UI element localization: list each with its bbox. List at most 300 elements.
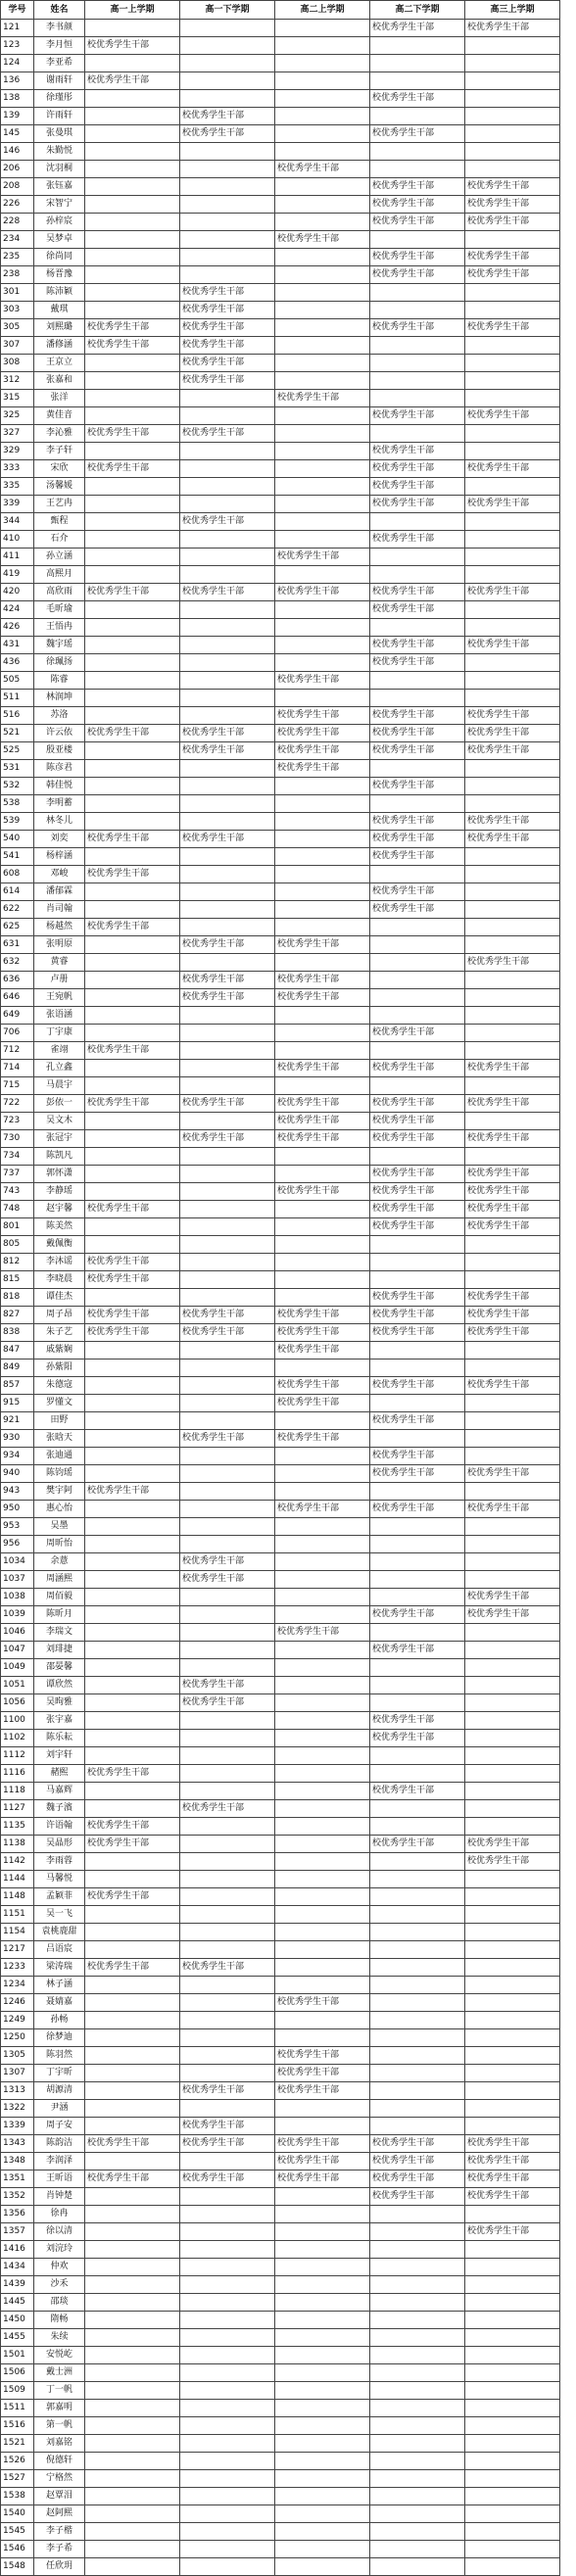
g3-term1-cell: 校优秀学生干部: [465, 1324, 560, 1342]
g2-term1-cell: [275, 1659, 370, 1677]
header-row: [1, 1, 560, 20]
name-cell: 许雨轩: [34, 108, 85, 125]
g3-term1-cell: [465, 778, 560, 795]
name-cell: 戴琪: [34, 302, 85, 319]
g3-term1-cell: 校优秀学生干部: [465, 725, 560, 742]
table-row: [1, 2135, 560, 2153]
table-row: [1, 1289, 560, 1307]
table-row: [1, 2505, 560, 2523]
student-id-cell: 532: [1, 778, 34, 795]
g3-term1-cell: [465, 372, 560, 390]
name-cell: 潘郁霖: [34, 883, 85, 901]
student-id-cell: 847: [1, 1342, 34, 1360]
g1-term1-cell: [85, 513, 180, 531]
g3-term1-cell: [465, 443, 560, 460]
g2-term1-cell: [275, 1412, 370, 1430]
student-id-cell: 419: [1, 566, 34, 584]
table-row: [1, 601, 560, 619]
g2-term1-cell: 校优秀学生干部: [275, 972, 370, 989]
g2-term2-cell: [370, 2435, 465, 2453]
g1-term2-cell: [180, 2470, 275, 2488]
g1-term1-cell: [85, 1130, 180, 1148]
g2-term2-cell: [370, 1536, 465, 1553]
name-cell: 赵覃泪: [34, 2488, 85, 2505]
g1-term2-cell: [180, 2012, 275, 2029]
g1-term2-cell: [180, 143, 275, 161]
name-cell: 甄程: [34, 513, 85, 531]
g2-term1-cell: [275, 478, 370, 496]
g2-term1-cell: [275, 72, 370, 90]
g1-term2-cell: [180, 1077, 275, 1095]
student-id-cell: 1352: [1, 2188, 34, 2206]
g3-term1-cell: [465, 1659, 560, 1677]
g3-term1-cell: [465, 55, 560, 72]
g1-term2-cell: [180, 2523, 275, 2541]
g1-term1-cell: [85, 1553, 180, 1571]
g1-term2-cell: [180, 1254, 275, 1271]
g1-term2-cell: [180, 1218, 275, 1236]
name-cell: 吴梦卓: [34, 231, 85, 249]
g1-term2-cell: [180, 619, 275, 637]
student-id-cell: 305: [1, 319, 34, 337]
table-row: [1, 1430, 560, 1448]
g1-term1-cell: [85, 1430, 180, 1448]
g2-term2-cell: [370, 760, 465, 778]
student-id-cell: 1439: [1, 2276, 34, 2294]
g2-term1-cell: [275, 1712, 370, 1730]
g2-term1-cell: [275, 37, 370, 55]
student-id-cell: 505: [1, 672, 34, 690]
table-row: [1, 2047, 560, 2065]
student-id-cell: 812: [1, 1254, 34, 1271]
g1-term1-cell: 校优秀学生干部: [85, 1765, 180, 1783]
g1-term1-cell: [85, 2364, 180, 2382]
student-id-cell: 1445: [1, 2294, 34, 2312]
student-id-cell: 1501: [1, 2347, 34, 2364]
g3-term1-cell: 校优秀学生干部: [465, 742, 560, 760]
g2-term1-cell: [275, 178, 370, 196]
table-row: [1, 337, 560, 355]
table-row: [1, 866, 560, 883]
student-id-cell: 301: [1, 284, 34, 302]
table-row: [1, 1924, 560, 1941]
g1-term1-cell: [85, 2400, 180, 2417]
g1-term2-cell: [180, 1642, 275, 1659]
student-id-cell: 1249: [1, 2012, 34, 2029]
g1-term1-cell: [85, 1571, 180, 1589]
g2-term1-cell: [275, 813, 370, 831]
g2-term2-cell: [370, 1800, 465, 1818]
g3-term1-cell: [465, 478, 560, 496]
g2-term2-cell: [370, 1553, 465, 1571]
header-g2-term2: 高二下学期: [370, 1, 465, 20]
g1-term2-cell: [180, 196, 275, 214]
g3-term1-cell: 校优秀学生干部: [465, 20, 560, 37]
name-cell: 张曼琪: [34, 125, 85, 143]
g1-term2-cell: [180, 2188, 275, 2206]
g1-term1-cell: [85, 178, 180, 196]
name-cell: 刘奕: [34, 831, 85, 848]
g3-term1-cell: [465, 2082, 560, 2100]
table-row: [1, 2364, 560, 2382]
g1-term2-cell: [180, 407, 275, 425]
g3-term1-cell: [465, 1888, 560, 1906]
g2-term1-cell: [275, 1360, 370, 1377]
g1-term1-cell: 校优秀学生干部: [85, 919, 180, 936]
g3-term1-cell: [465, 2294, 560, 2312]
g2-term2-cell: [370, 37, 465, 55]
g3-term1-cell: [465, 284, 560, 302]
student-id-cell: 921: [1, 1412, 34, 1430]
header-student-id: 学号: [1, 1, 34, 20]
g1-term1-cell: [85, 1906, 180, 1924]
g3-term1-cell: 校优秀学生干部: [465, 831, 560, 848]
table-row: [1, 2082, 560, 2100]
g2-term1-cell: [275, 355, 370, 372]
g3-term1-cell: [465, 672, 560, 690]
student-id-cell: 1148: [1, 1888, 34, 1906]
g1-term2-cell: [180, 2364, 275, 2382]
name-cell: 陈乐耘: [34, 1730, 85, 1747]
g1-term1-cell: [85, 2259, 180, 2276]
g2-term2-cell: [370, 1042, 465, 1060]
g2-term2-cell: [370, 2206, 465, 2223]
g2-term1-cell: [275, 425, 370, 443]
g2-term2-cell: 校优秀学生干部: [370, 1289, 465, 1307]
table-row: [1, 672, 560, 690]
g1-term2-cell: [180, 20, 275, 37]
name-cell: 魏子濱: [34, 1800, 85, 1818]
g1-term2-cell: [180, 2100, 275, 2118]
g3-term1-cell: [465, 690, 560, 707]
g2-term1-cell: [275, 337, 370, 355]
g1-term1-cell: [85, 1941, 180, 1959]
g2-term2-cell: 校优秀学生干部: [370, 1642, 465, 1659]
name-cell: 隋畅: [34, 2312, 85, 2329]
name-cell: 张迪通: [34, 1448, 85, 1465]
student-id-cell: 930: [1, 1430, 34, 1448]
g3-term1-cell: [465, 1783, 560, 1800]
g1-term1-cell: [85, 249, 180, 266]
name-cell: 赵阿熙: [34, 2505, 85, 2523]
g1-term2-cell: [180, 2065, 275, 2082]
student-id-cell: 516: [1, 707, 34, 725]
g2-term1-cell: 校优秀学生干部: [275, 2065, 370, 2082]
table-row: [1, 795, 560, 813]
table-row: [1, 2470, 560, 2488]
g3-term1-cell: 校优秀学生干部: [465, 1606, 560, 1624]
table-row: [1, 1994, 560, 2012]
g2-term2-cell: 校优秀学生干部: [370, 813, 465, 831]
name-cell: 徐梦迪: [34, 2029, 85, 2047]
student-id-cell: 1343: [1, 2135, 34, 2153]
g1-term2-cell: 校优秀学生干部: [180, 989, 275, 1007]
g1-term2-cell: [180, 2347, 275, 2364]
name-cell: 张洋: [34, 390, 85, 407]
g2-term1-cell: [275, 2223, 370, 2241]
table-row: [1, 125, 560, 143]
table-row: [1, 2065, 560, 2082]
name-cell: 戴士洲: [34, 2364, 85, 2382]
g2-term1-cell: 校优秀学生干部: [275, 1113, 370, 1130]
student-id-cell: 329: [1, 443, 34, 460]
student-id-cell: 1357: [1, 2223, 34, 2241]
g2-term1-cell: [275, 831, 370, 848]
student-id-cell: 410: [1, 531, 34, 549]
name-cell: 李雨蓉: [34, 1853, 85, 1871]
name-cell: 戚紫娴: [34, 1342, 85, 1360]
g1-term2-cell: 校优秀学生干部: [180, 108, 275, 125]
g1-term1-cell: [85, 2382, 180, 2400]
g3-term1-cell: [465, 654, 560, 672]
student-id-cell: 915: [1, 1395, 34, 1412]
name-cell: 张冠宇: [34, 1130, 85, 1148]
table-row: [1, 2329, 560, 2347]
g1-term2-cell: [180, 478, 275, 496]
table-row: [1, 1395, 560, 1412]
g3-term1-cell: [465, 1906, 560, 1924]
student-id-cell: 228: [1, 214, 34, 231]
g2-term1-cell: [275, 1483, 370, 1501]
g2-term2-cell: 校优秀学生干部: [370, 584, 465, 601]
student-id-cell: 1234: [1, 1977, 34, 1994]
g1-term2-cell: [180, 601, 275, 619]
name-cell: 陈羽然: [34, 2047, 85, 2065]
g1-term1-cell: [85, 1712, 180, 1730]
g1-term2-cell: [180, 1924, 275, 1941]
student-id-cell: 1305: [1, 2047, 34, 2065]
name-cell: 高熙月: [34, 566, 85, 584]
student-id-cell: 1416: [1, 2241, 34, 2259]
g2-term1-cell: [275, 1166, 370, 1183]
g2-term2-cell: 校优秀学生干部: [370, 531, 465, 549]
g1-term2-cell: 校优秀学生干部: [180, 1571, 275, 1589]
g1-term1-cell: 校优秀学生干部: [85, 725, 180, 742]
name-cell: 谭佳杰: [34, 1289, 85, 1307]
g3-term1-cell: 校优秀学生干部: [465, 1589, 560, 1606]
name-cell: 林冬儿: [34, 813, 85, 831]
table-row: [1, 1747, 560, 1765]
table-row: [1, 1254, 560, 1271]
g2-term1-cell: [275, 1765, 370, 1783]
g1-term2-cell: [180, 2223, 275, 2241]
g2-term2-cell: [370, 2382, 465, 2400]
student-id-cell: 950: [1, 1501, 34, 1518]
g1-term2-cell: [180, 1783, 275, 1800]
g3-term1-cell: [465, 1712, 560, 1730]
g1-term2-cell: 校优秀学生干部: [180, 319, 275, 337]
g2-term2-cell: [370, 1395, 465, 1412]
g3-term1-cell: [465, 1360, 560, 1377]
table-row: [1, 37, 560, 55]
student-id-cell: 743: [1, 1183, 34, 1201]
table-row: [1, 2347, 560, 2364]
g2-term2-cell: [370, 302, 465, 319]
name-cell: 戴佩衡: [34, 1236, 85, 1254]
g2-term2-cell: 校优秀学生干部: [370, 725, 465, 742]
g1-term2-cell: 校优秀学生干部: [180, 972, 275, 989]
table-row: [1, 725, 560, 742]
student-id-cell: 436: [1, 654, 34, 672]
g1-term1-cell: [85, 1501, 180, 1518]
g1-term1-cell: [85, 2541, 180, 2558]
name-cell: 朱德寇: [34, 1377, 85, 1395]
g1-term2-cell: 校优秀学生干部: [180, 1095, 275, 1113]
student-id-cell: 722: [1, 1095, 34, 1113]
student-id-cell: 312: [1, 372, 34, 390]
g1-term2-cell: [180, 1236, 275, 1254]
table-row: [1, 55, 560, 72]
g1-term2-cell: 校优秀学生干部: [180, 1430, 275, 1448]
g3-term1-cell: [465, 1430, 560, 1448]
g2-term1-cell: [275, 919, 370, 936]
student-id-cell: 625: [1, 919, 34, 936]
name-cell: 李晓晨: [34, 1271, 85, 1289]
name-cell: 李书颜: [34, 20, 85, 37]
g3-term1-cell: 校优秀学生干部: [465, 178, 560, 196]
student-id-cell: 1127: [1, 1800, 34, 1818]
g1-term1-cell: 校优秀学生干部: [85, 1095, 180, 1113]
g3-term1-cell: [465, 1818, 560, 1836]
g2-term1-cell: 校优秀学生干部: [275, 2047, 370, 2065]
g1-term1-cell: [85, 690, 180, 707]
g2-term1-cell: [275, 319, 370, 337]
g3-term1-cell: 校优秀学生干部: [465, 707, 560, 725]
g1-term1-cell: [85, 2435, 180, 2453]
table-row: [1, 1448, 560, 1465]
table-row: [1, 2100, 560, 2118]
g1-term2-cell: [180, 1289, 275, 1307]
g2-term2-cell: [370, 1818, 465, 1836]
table-row: [1, 1518, 560, 1536]
g2-term2-cell: [370, 355, 465, 372]
g2-term1-cell: 校优秀学生干部: [275, 390, 370, 407]
g2-term2-cell: 校优秀学生干部: [370, 460, 465, 478]
g1-term2-cell: [180, 2541, 275, 2558]
g2-term1-cell: [275, 1853, 370, 1871]
g1-term2-cell: 校优秀学生干部: [180, 513, 275, 531]
g2-term2-cell: 校优秀学生干部: [370, 496, 465, 513]
g3-term1-cell: [465, 601, 560, 619]
g2-term1-cell: 校优秀学生干部: [275, 760, 370, 778]
g2-term2-cell: [370, 284, 465, 302]
student-id-cell: 1118: [1, 1783, 34, 1800]
g2-term2-cell: [370, 2065, 465, 2082]
g1-term1-cell: [85, 1113, 180, 1130]
name-cell: 杨越然: [34, 919, 85, 936]
g1-term2-cell: 校优秀学生干部: [180, 2135, 275, 2153]
g1-term2-cell: 校优秀学生干部: [180, 584, 275, 601]
table-row: [1, 1977, 560, 1994]
g1-term1-cell: [85, 954, 180, 972]
g1-term1-cell: [85, 2505, 180, 2523]
g1-term2-cell: [180, 90, 275, 108]
g2-term2-cell: [370, 672, 465, 690]
g2-term2-cell: 校优秀学生干部: [370, 1836, 465, 1853]
table-row: [1, 1818, 560, 1836]
name-cell: 孙立涵: [34, 549, 85, 566]
g2-term2-cell: [370, 2118, 465, 2135]
table-row: [1, 1712, 560, 1730]
g3-term1-cell: [465, 390, 560, 407]
name-cell: 陈彦君: [34, 760, 85, 778]
student-id-cell: 308: [1, 355, 34, 372]
g2-term1-cell: [275, 1836, 370, 1853]
g1-term1-cell: 校优秀学生干部: [85, 1271, 180, 1289]
g1-term1-cell: [85, 2082, 180, 2100]
g2-term2-cell: [370, 1571, 465, 1589]
g2-term2-cell: [370, 161, 465, 178]
name-cell: 陈韵洁: [34, 2135, 85, 2153]
g2-term1-cell: 校优秀学生干部: [275, 161, 370, 178]
g1-term2-cell: [180, 707, 275, 725]
g2-term2-cell: [370, 1765, 465, 1783]
g2-term1-cell: [275, 2558, 370, 2576]
g1-term2-cell: [180, 1853, 275, 1871]
g2-term1-cell: [275, 1800, 370, 1818]
g3-term1-cell: 校优秀学生干部: [465, 1836, 560, 1853]
table-row: [1, 1007, 560, 1025]
student-id-cell: 511: [1, 690, 34, 707]
g1-term1-cell: [85, 2118, 180, 2135]
g2-term1-cell: [275, 1518, 370, 1536]
student-id-cell: 706: [1, 1025, 34, 1042]
g1-term1-cell: [85, 619, 180, 637]
g1-term1-cell: [85, 302, 180, 319]
g2-term1-cell: [275, 566, 370, 584]
g1-term1-cell: [85, 1060, 180, 1077]
table-row: [1, 2488, 560, 2505]
student-id-cell: 1356: [1, 2206, 34, 2223]
g1-term1-cell: [85, 125, 180, 143]
g2-term2-cell: 校优秀学生干部: [370, 443, 465, 460]
g2-term1-cell: [275, 1077, 370, 1095]
g3-term1-cell: [465, 549, 560, 566]
g1-term2-cell: [180, 1977, 275, 1994]
g1-term2-cell: [180, 214, 275, 231]
g2-term1-cell: [275, 1448, 370, 1465]
table-row: [1, 1659, 560, 1677]
student-id-cell: 1135: [1, 1818, 34, 1836]
student-id-cell: 315: [1, 390, 34, 407]
g2-term1-cell: [275, 619, 370, 637]
g2-term2-cell: [370, 866, 465, 883]
g1-term1-cell: [85, 1747, 180, 1765]
g1-term1-cell: [85, 1007, 180, 1025]
g1-term1-cell: [85, 2294, 180, 2312]
g2-term1-cell: [275, 1201, 370, 1218]
name-cell: 高欣雨: [34, 584, 85, 601]
g3-term1-cell: [465, 2364, 560, 2382]
g1-term2-cell: [180, 231, 275, 249]
table-row: [1, 196, 560, 214]
student-id-cell: 1250: [1, 2029, 34, 2047]
name-cell: 李润泽: [34, 2153, 85, 2171]
g2-term1-cell: [275, 2241, 370, 2259]
student-id-cell: 1116: [1, 1765, 34, 1783]
g1-term2-cell: [180, 1589, 275, 1606]
g1-term1-cell: [85, 936, 180, 954]
name-cell: 朱续: [34, 2329, 85, 2347]
g2-term1-cell: [275, 1694, 370, 1712]
name-cell: 周涵熙: [34, 1571, 85, 1589]
g2-term1-cell: [275, 1218, 370, 1236]
g1-term2-cell: 校优秀学生干部: [180, 831, 275, 848]
g1-term2-cell: [180, 1360, 275, 1377]
g2-term1-cell: [275, 2382, 370, 2400]
student-id-cell: 827: [1, 1307, 34, 1324]
table-row: [1, 1853, 560, 1871]
